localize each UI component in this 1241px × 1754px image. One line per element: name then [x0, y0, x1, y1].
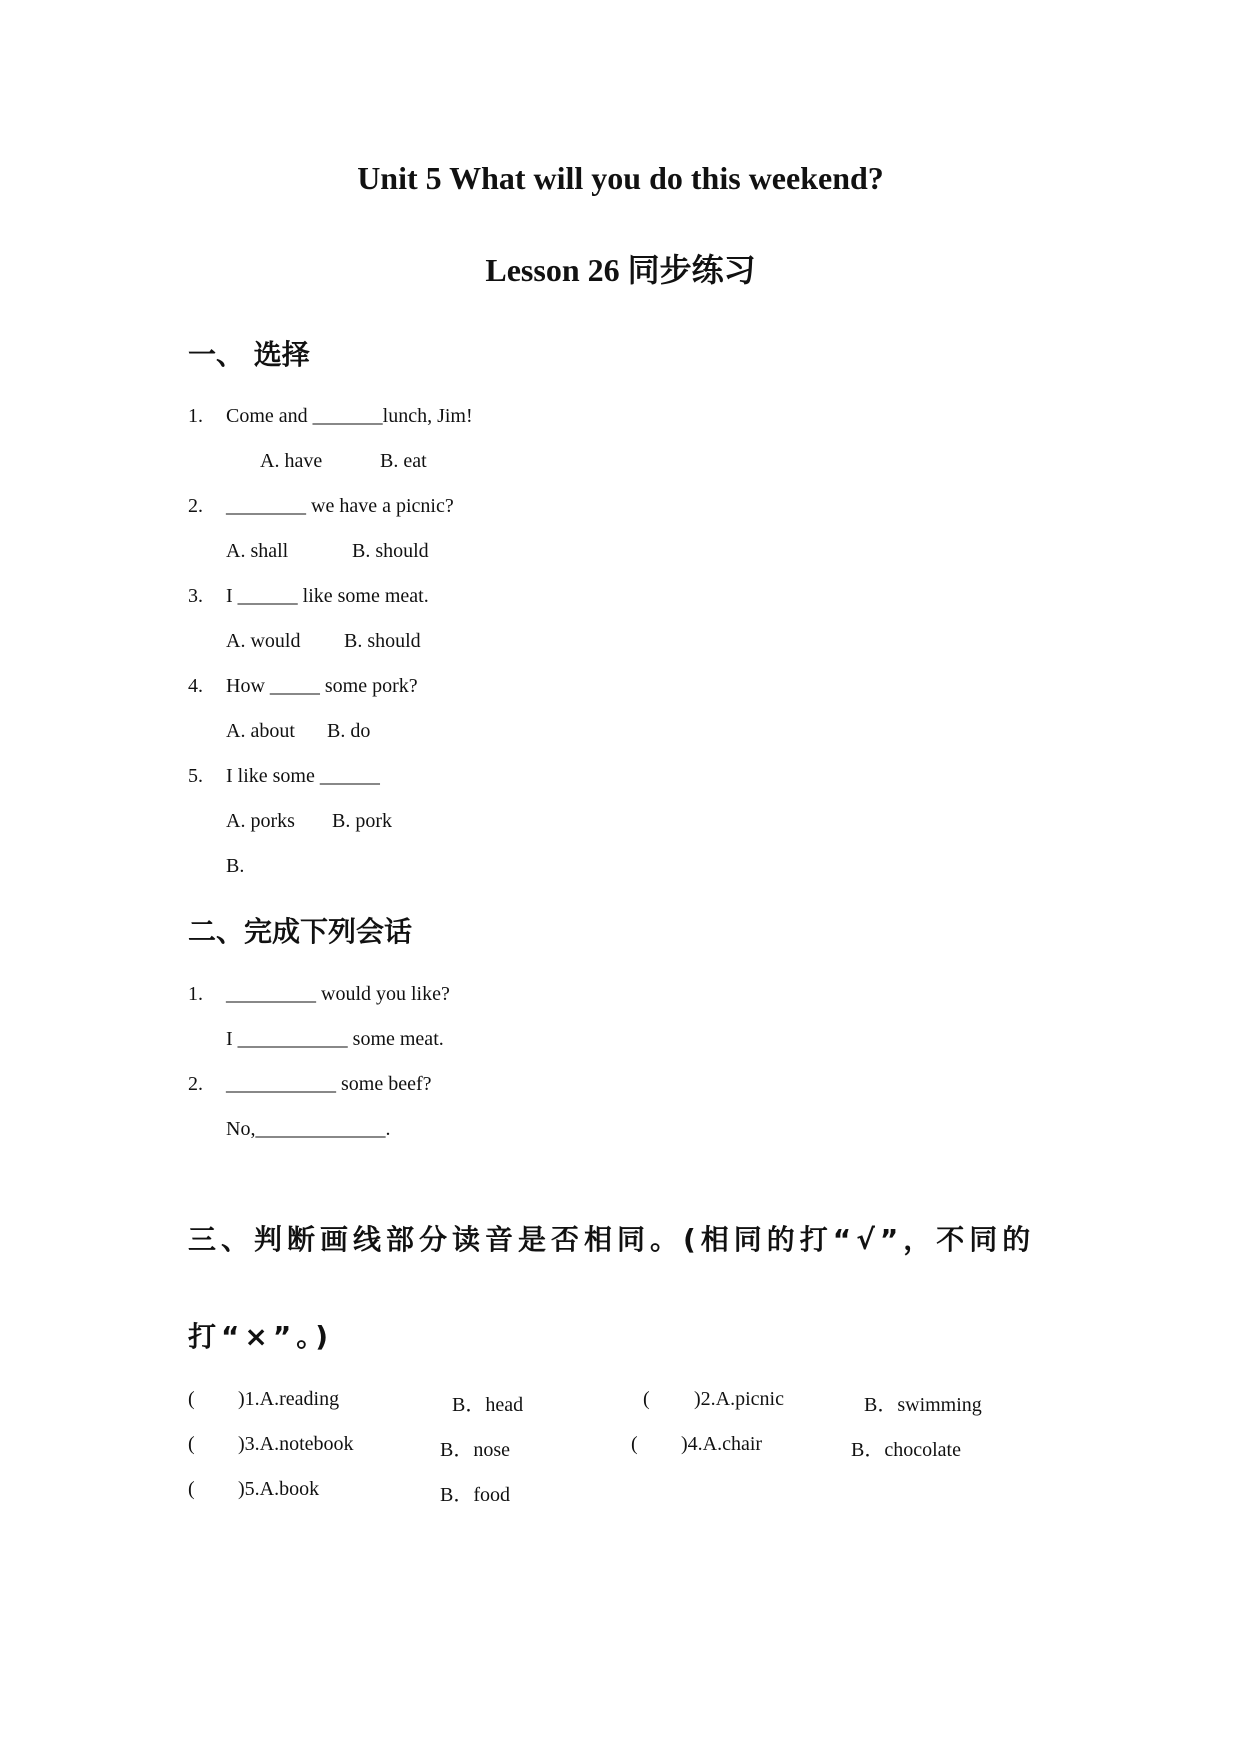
option-a: A. would [226, 630, 301, 652]
item-4-a: )4.A.chair [681, 1433, 763, 1455]
item-1-b: B．head [452, 1394, 524, 1416]
item-1-a: )1.A.reading [238, 1388, 340, 1410]
option-a: A. porks [226, 810, 295, 832]
option-b: B. should [344, 630, 421, 652]
section-2-heading: 二、完成下列会话 [188, 915, 413, 948]
unit-title: Unit 5 What will you do this weekend? [357, 160, 884, 196]
item-5-a: )5.A.book [238, 1478, 320, 1500]
item-3-b: B．nose [440, 1439, 510, 1461]
option-b: B. pork [332, 810, 392, 832]
item-2-b: B．swimming [864, 1394, 982, 1416]
section-1-heading: 一、 选择 [188, 338, 310, 371]
worksheet-page: Unit 5 What will you do this weekend? Lesson 26 同步练习 一、 选择 1. Come and _______lunch, Jim! A. have B. eat 2. ________ we have a picnic? A. shall B. should 3. I ______ like some meat. A. would B. should 4. How _____ some pork? A. about B. do 5. I like some ______ A. porks B. pork B. 二、完成下列会话 1. _________ would you like? I ___________ some meat. 2. ___________ some beef? No,_____________. 三、判断画线部分读音是否相同。(相同的打“√”，不同的 打“×”。) ( )1.A.reading B．head ( )2.A.picnic B．swimming ( )3.A.notebook B．nose ( )4.A.chair B．chocolate ( )5.A.book B．food [0, 0, 1241, 1754]
item-5-b: B．food [440, 1484, 510, 1506]
item-2-a: )2.A.picnic [694, 1388, 784, 1410]
option-a: A. have [260, 450, 323, 472]
option-b: B. do [327, 720, 371, 742]
item-3-a: )3.A.notebook [238, 1433, 354, 1455]
option-b: B. eat [380, 450, 427, 472]
item-4-b: B．chocolate [851, 1439, 961, 1461]
option-a: A. about [226, 720, 295, 742]
lesson-title: Lesson 26 同步练习 [485, 252, 756, 288]
option-a: A. shall [226, 540, 289, 562]
option-b: B. should [352, 540, 429, 562]
section-3-heading-line-1: 三、判断画线部分读音是否相同。(相同的打“√”，不同的 [188, 1223, 1036, 1256]
section-3-heading-line-2: 打“×”。) [188, 1320, 334, 1353]
